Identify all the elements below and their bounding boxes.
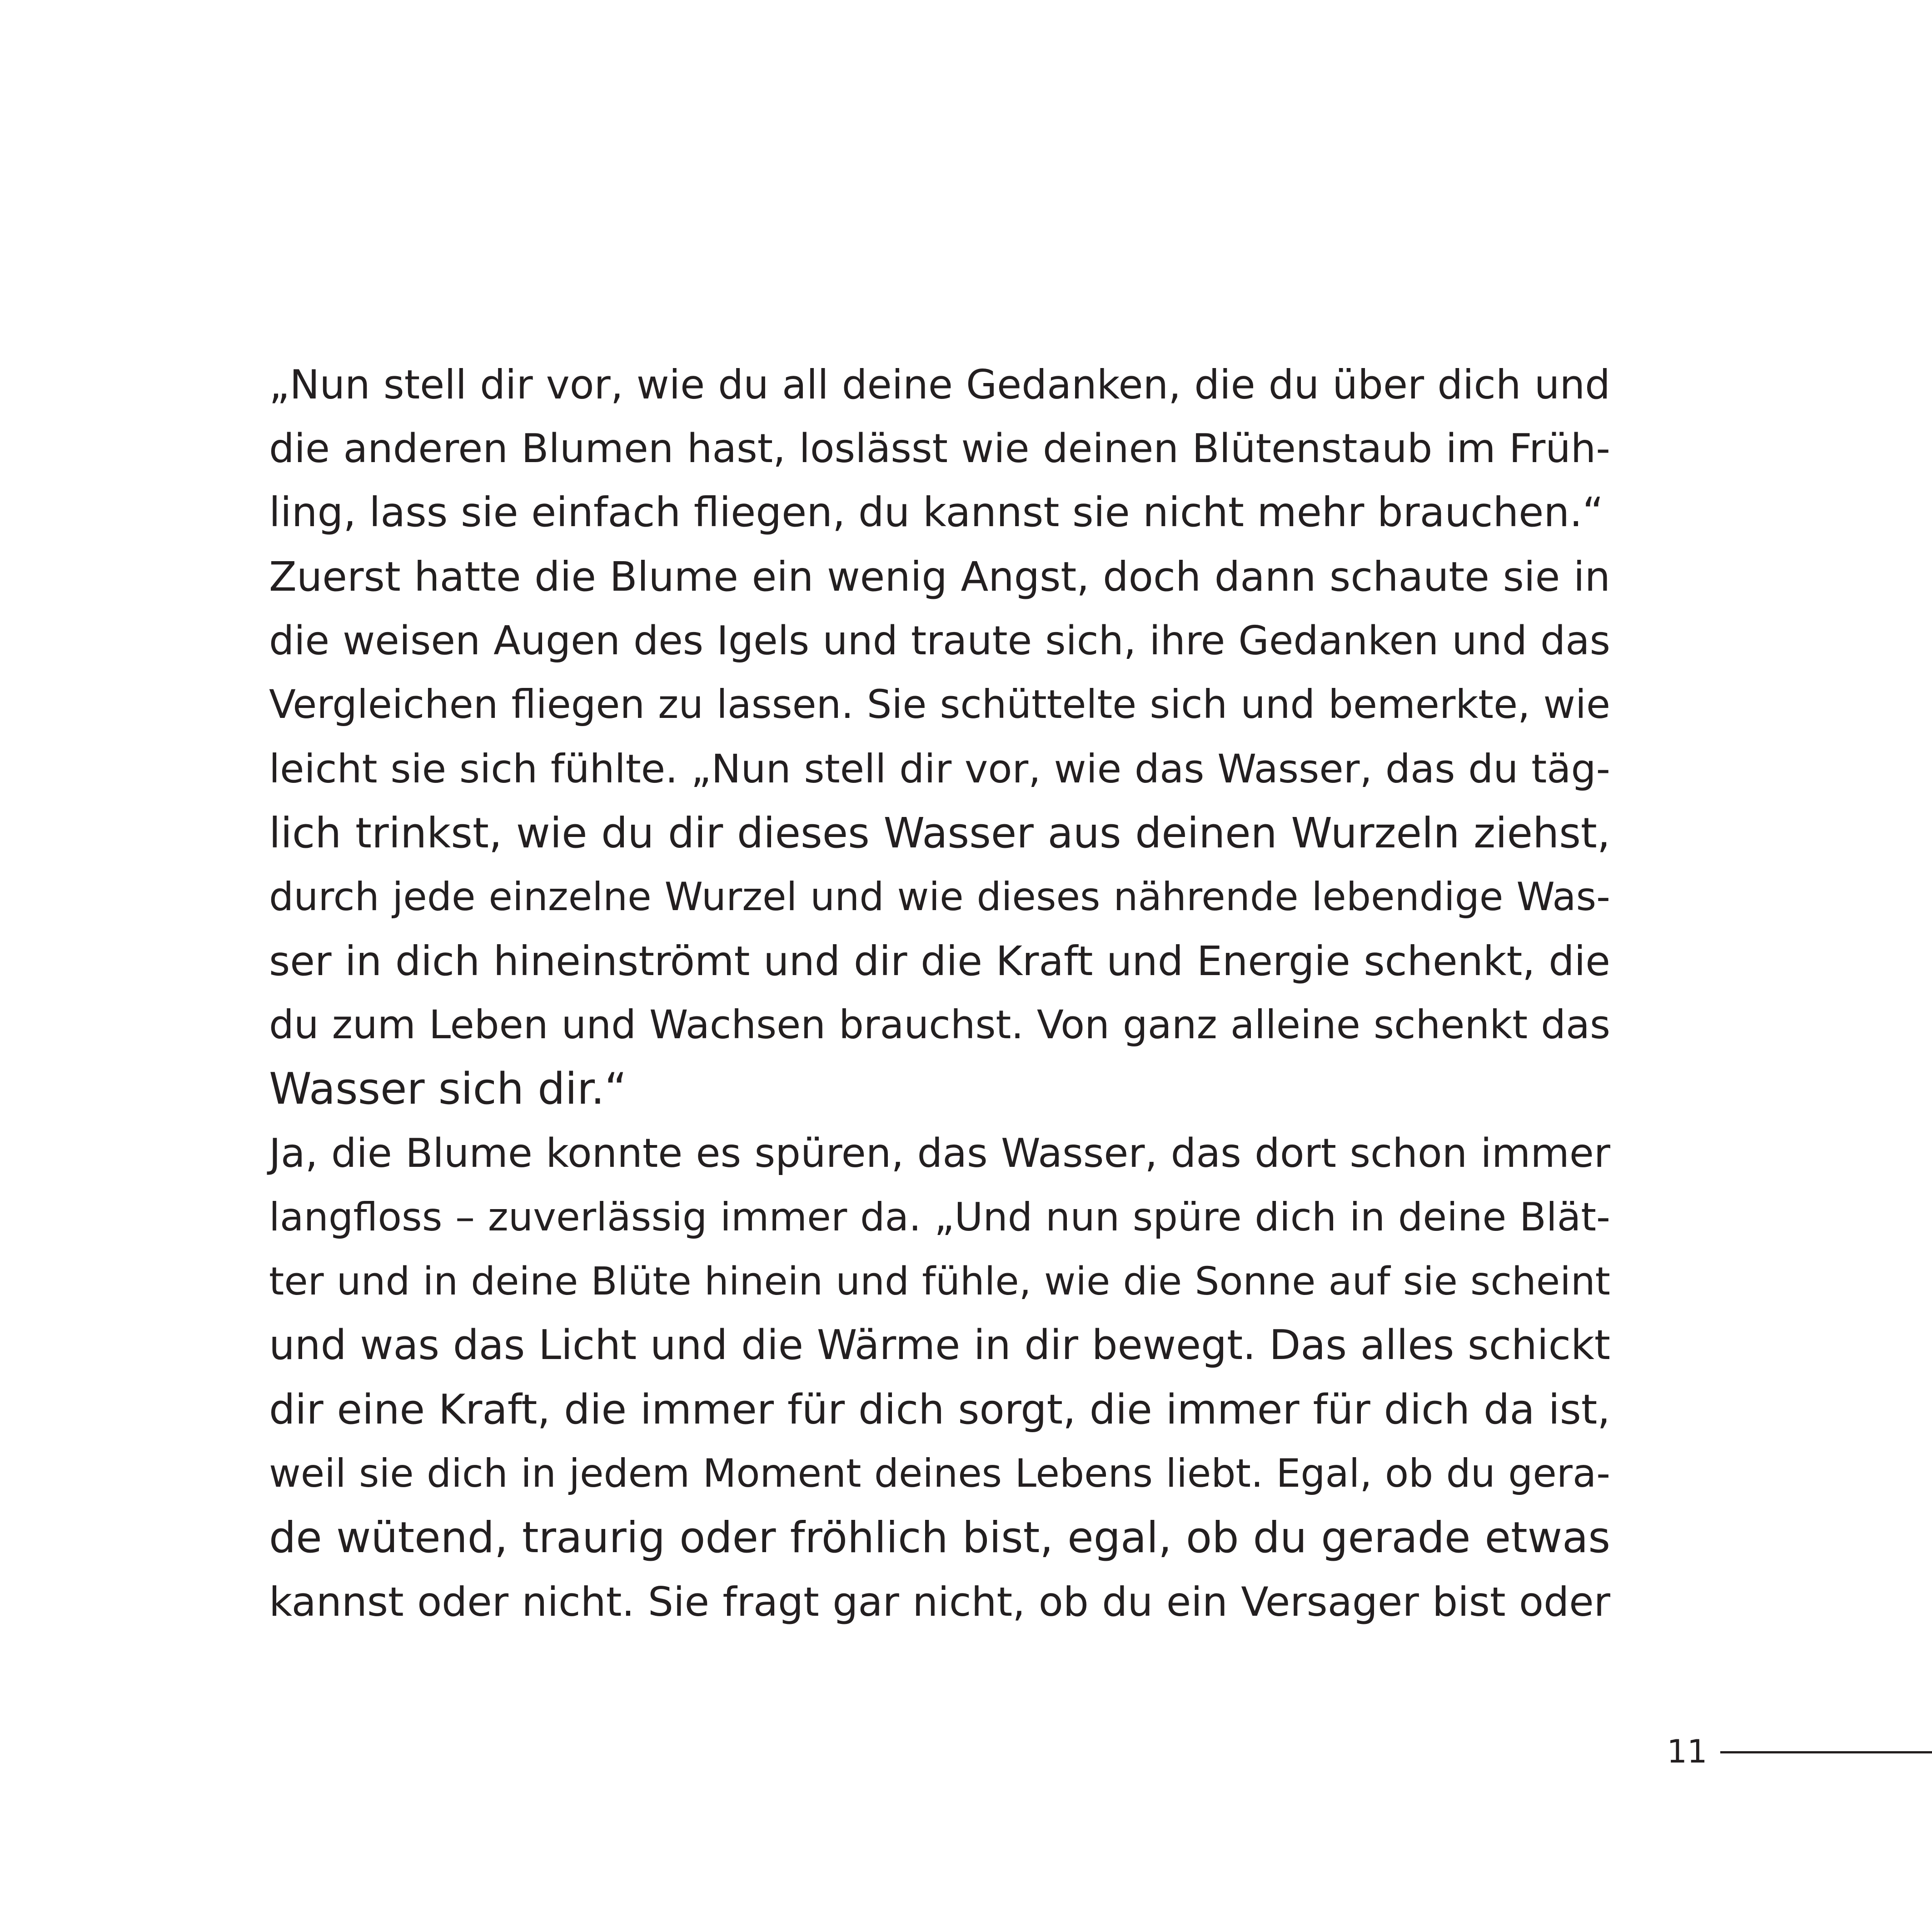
text-line: durch jede einzelne Wurzel und wie dieses nährende lebendige Was-	[269, 875, 1610, 920]
text-line: lich trinkst, wie du dir dieses Wasser aus deinen Wurzeln ziehst,	[269, 809, 1610, 857]
text-line: ter und in deine Blüte hinein und fühle, wie die Sonne auf sie scheint	[269, 1259, 1610, 1304]
text-line: de wütend, traurig oder fröhlich bist, egal, ob du gerade etwas	[269, 1513, 1610, 1563]
text-line: die anderen Blumen hast, loslässt wie deinen Blütenstaub im Früh-	[269, 425, 1610, 472]
body-text	[269, 353, 1610, 1634]
text-line: Vergleichen fliegen zu lassen. Sie schüttelte sich und bemerkte, wie	[269, 682, 1610, 727]
text-line: ser in dich hineinströmt und dir die Kraft und Energie schenkt, die	[269, 937, 1610, 985]
text-line: ling, lass sie einfach fliegen, du kannst sie nicht mehr brauchen.“	[269, 489, 1604, 536]
text-line: leicht sie sich fühlte. „Nun stell dir vor, wie das Wasser, das du täg-	[269, 746, 1610, 792]
text-line: „Nun stell dir vor, wie du all deine Gedanken, die du über dich und	[269, 361, 1610, 408]
text-line: Wasser sich dir.“	[269, 1064, 627, 1114]
text-line: kannst oder nicht. Sie fragt gar nicht, ob du ein Versager bist oder	[269, 1578, 1610, 1625]
text-line: du zum Leben und Wachsen brauchst. Von ganz alleine schenkt das	[269, 1002, 1610, 1048]
text-line: und was das Licht und die Wärme in dir bewegt. Das alles schickt	[269, 1322, 1610, 1369]
page-number: 11	[1667, 1733, 1708, 1770]
page-number-rule	[1720, 1751, 1932, 1753]
text-line: dir eine Kraft, die immer für dich sorgt, die immer für dich da ist,	[269, 1386, 1610, 1434]
text-line: langfloss – zuverlässig immer da. „Und nun spüre dich in deine Blät-	[269, 1195, 1610, 1240]
text-line: die weisen Augen des Igels und traute sich, ihre Gedanken und das	[269, 617, 1610, 664]
text-line: Ja, die Blume konnte es spüren, das Wasser, das dort schon immer	[269, 1130, 1610, 1176]
text-line: Zuerst hatte die Blume ein wenig Angst, doch dann schaute sie in	[269, 553, 1610, 600]
text-line: weil sie dich in jedem Moment deines Lebens liebt. Egal, ob du gera-	[269, 1451, 1610, 1496]
